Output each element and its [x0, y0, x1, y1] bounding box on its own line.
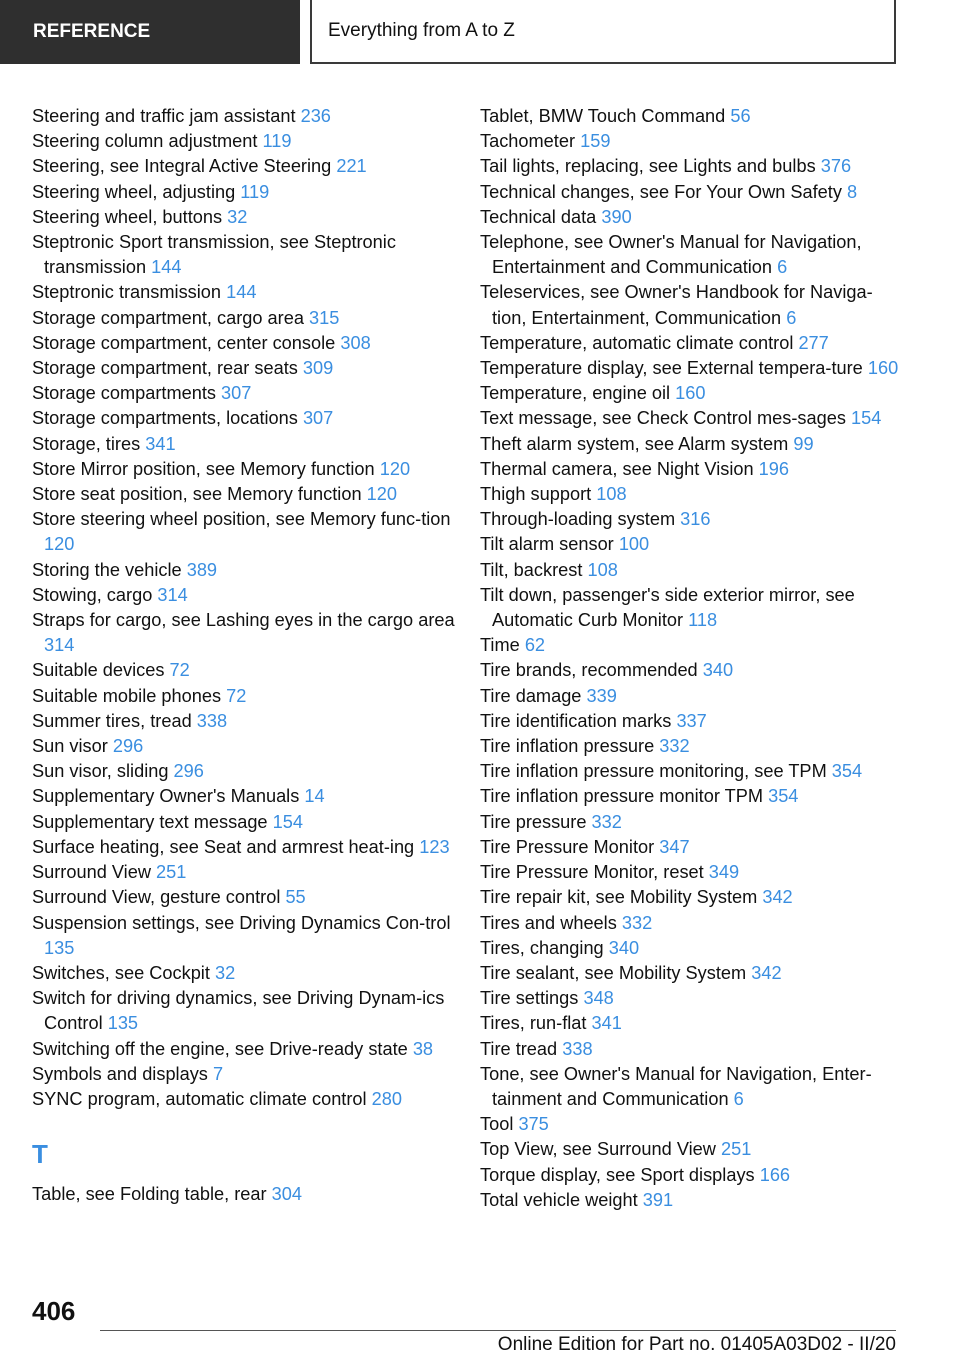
index-entry	[32, 608, 464, 658]
page-link[interactable]: 314	[157, 584, 188, 605]
entry-text: Store seat position, see Memory function	[32, 484, 362, 505]
index-entry	[480, 684, 900, 709]
entry-text: Tire inflation pressure	[480, 736, 655, 757]
index-entry	[32, 558, 464, 583]
entry-text: Tire pressure	[480, 811, 587, 832]
index-entry	[480, 860, 900, 885]
page-link[interactable]: 120	[379, 458, 411, 479]
entry-text: Supplementary text message	[32, 811, 268, 832]
entry-text: Store Mirror position, see Memory function	[32, 458, 375, 479]
entry-text: Text message, see Check Control mes‐sages	[480, 408, 846, 429]
index-entry	[32, 457, 464, 482]
page-link[interactable]: 349	[708, 862, 740, 883]
entry-text: Tire inflation pressure monitoring, see TPM	[480, 761, 827, 782]
index-entry	[480, 936, 900, 961]
entry-text: Sun visor, sliding	[32, 761, 169, 782]
page-link[interactable]: 32	[214, 962, 236, 983]
index-list-t	[32, 1182, 464, 1207]
page-link[interactable]: 154	[851, 408, 882, 429]
entry-text: Symbols and displays	[32, 1063, 208, 1084]
page-link[interactable]: 342	[751, 962, 782, 983]
page-link[interactable]: 339	[586, 685, 617, 706]
page-link[interactable]: 160	[867, 358, 899, 379]
page-link[interactable]: 348	[583, 988, 614, 1009]
index-entry	[480, 885, 900, 910]
index-entry	[32, 759, 464, 784]
entry-text: Total vehicle weight	[480, 1189, 638, 1210]
entry-text: Tone, see Owner's Manual for Navigation, Enter‐tainment and Communication	[480, 1063, 872, 1109]
page-link[interactable]: 251	[720, 1139, 752, 1160]
page-link[interactable]: 375	[518, 1114, 549, 1135]
index-entry	[480, 1062, 900, 1112]
page-link[interactable]: 354	[768, 786, 799, 807]
index-entry	[480, 1011, 900, 1036]
page-link[interactable]: 296	[173, 761, 204, 782]
entry-text: SYNC program, automatic climate control	[32, 1088, 367, 1109]
page-link[interactable]: 120	[366, 484, 397, 505]
index-column-right	[480, 104, 900, 1213]
entry-text: Tires, changing	[480, 937, 604, 958]
entry-text: Suitable mobile phones	[32, 685, 222, 706]
index-entry	[32, 734, 464, 759]
entry-text: Tilt alarm sensor	[480, 534, 614, 555]
page-link[interactable]: 304	[271, 1184, 302, 1205]
index-list-s	[32, 104, 464, 1112]
page-link[interactable]: 340	[702, 660, 734, 681]
entry-text: Tilt, backrest	[480, 559, 583, 580]
entry-text: Telephone, see Owner's Manual for Navigation, Entertainment and Communication	[480, 232, 862, 278]
page-link[interactable]: 100	[618, 534, 650, 555]
footer-edition: Online Edition for Part no. 01405A03D02 - II/20	[497, 1334, 896, 1355]
page-number: 406	[32, 1296, 76, 1326]
index-entry	[480, 129, 900, 154]
entry-text: Surround View, gesture control	[32, 887, 281, 908]
index-entry	[32, 154, 464, 179]
page-link[interactable]: 296	[112, 736, 144, 757]
page-link[interactable]: 154	[272, 811, 303, 832]
page-link[interactable]: 221	[336, 156, 367, 177]
index-entry	[480, 356, 900, 381]
index-entry	[32, 205, 464, 230]
page-link[interactable]: 354	[831, 761, 863, 782]
index-entry	[480, 154, 900, 179]
page-link[interactable]: 99	[793, 433, 814, 454]
index-entry	[480, 658, 900, 683]
page-link[interactable]: 6	[786, 307, 797, 328]
index-entry	[480, 986, 900, 1011]
index-entry	[480, 961, 900, 986]
index-entry	[480, 759, 900, 784]
page-link[interactable]: 166	[759, 1164, 791, 1185]
entry-text: Supplementary Owner's Manuals	[32, 786, 300, 807]
index-entry	[32, 885, 464, 910]
page-link[interactable]: 316	[680, 509, 711, 530]
index-entry	[32, 406, 464, 431]
entry-text: Steering wheel, buttons	[32, 206, 223, 227]
index-entry	[32, 810, 464, 835]
index-entry	[480, 709, 900, 734]
page-link[interactable]: 341	[591, 1013, 622, 1034]
index-entry	[480, 406, 900, 431]
index-entry	[480, 1137, 900, 1162]
entry-text: Stowing, cargo	[32, 584, 153, 605]
footer-divider	[100, 1330, 896, 1331]
index-entry	[480, 331, 900, 356]
page-link[interactable]: 236	[300, 106, 331, 126]
entry-text: Tire inflation pressure monitor TPM	[480, 786, 764, 807]
index-entry	[32, 961, 464, 986]
page-link[interactable]: 390	[601, 206, 632, 227]
page-link[interactable]: 135	[107, 1013, 139, 1034]
index-entry	[480, 1163, 900, 1188]
entry-text: Switches, see Cockpit	[32, 962, 210, 983]
page-link[interactable]: 8	[847, 181, 858, 202]
index-entry	[480, 482, 900, 507]
index-entry	[32, 180, 464, 205]
index-entry	[480, 457, 900, 482]
index-entry	[32, 986, 464, 1036]
entry-text: Steptronic Sport transmission, see Steptronic transmission	[32, 232, 396, 278]
page-link[interactable]: 342	[762, 887, 793, 908]
page-link[interactable]: 308	[340, 332, 371, 353]
page-link[interactable]: 307	[221, 383, 252, 404]
entry-text: Tire identification marks	[480, 710, 672, 731]
entry-text: Theft alarm system, see Alarm system	[480, 433, 789, 454]
entry-text: Steering wheel, adjusting	[32, 181, 236, 202]
entry-text: Sun visor	[32, 736, 108, 757]
index-entry	[480, 1112, 900, 1137]
page-link[interactable]: 160	[675, 383, 706, 404]
entry-text: Time	[480, 635, 520, 656]
entry-text: Thermal camera, see Night Vision	[480, 458, 754, 479]
page-link[interactable]: 6	[777, 257, 788, 278]
section-tab: REFERENCE	[0, 0, 300, 64]
entry-text: Through-loading system	[480, 509, 676, 530]
page-link[interactable]: 38	[412, 1038, 434, 1059]
entry-text: Torque display, see Sport displays	[480, 1164, 755, 1185]
index-entry	[480, 532, 900, 557]
entry-text: Storage compartments	[32, 383, 216, 404]
header-title: Everything from A to Z	[310, 0, 896, 64]
entry-text: Tool	[480, 1114, 514, 1135]
entry-text: Tire repair kit, see Mobility System	[480, 887, 758, 908]
page-link[interactable]: 338	[562, 1038, 593, 1059]
index-entry	[480, 507, 900, 532]
index-entry	[480, 734, 900, 759]
entry-text: Tire Pressure Monitor	[480, 836, 655, 857]
entry-text: Tire tread	[480, 1038, 558, 1059]
page-link[interactable]: 144	[151, 257, 182, 278]
index-entry	[32, 129, 464, 154]
entry-text: Teleservices, see Owner's Handbook for Naviga‐tion, Entertainment, Communication	[480, 282, 873, 328]
entry-text: Surround View	[32, 862, 151, 883]
entry-text: Thigh support	[480, 484, 592, 505]
page-link[interactable]: 277	[798, 332, 829, 353]
entry-text: Tail lights, replacing, see Lights and bulbs	[480, 156, 816, 177]
index-entry	[32, 381, 464, 406]
entry-text: Tires and wheels	[480, 912, 617, 933]
page-link[interactable]: 14	[304, 786, 325, 807]
index-entry	[480, 180, 900, 205]
index-entry	[480, 784, 900, 809]
index-entry	[480, 1188, 900, 1213]
index-entry	[480, 911, 900, 936]
page-link[interactable]: 280	[371, 1088, 402, 1109]
index-entry	[480, 230, 900, 280]
index-entry	[32, 684, 464, 709]
page-link[interactable]: 341	[145, 433, 176, 454]
index-entry	[32, 356, 464, 381]
index-entry	[32, 331, 464, 356]
index-entry	[480, 381, 900, 406]
index-column-left	[32, 104, 464, 1207]
page-link[interactable]: 332	[659, 736, 690, 757]
index-entry	[32, 583, 464, 608]
page-link[interactable]: 62	[524, 635, 546, 656]
entry-text: Summer tires, tread	[32, 710, 192, 731]
index-entry	[32, 280, 464, 305]
index-entry	[32, 1087, 464, 1112]
page-link[interactable]: 159	[580, 131, 611, 152]
page-link[interactable]: 120	[44, 534, 75, 555]
page-link[interactable]: 119	[262, 131, 292, 152]
index-entry	[480, 432, 900, 457]
entry-text: Suspension settings, see Driving Dynamics Con‐trol	[32, 912, 451, 933]
entry-text: Steering column adjustment	[32, 131, 258, 152]
page-link[interactable]: 391	[642, 1189, 674, 1210]
index-entry	[480, 280, 900, 330]
page-link[interactable]: 135	[44, 937, 75, 958]
entry-text: Steering and traffic jam assistant	[32, 106, 296, 126]
entry-text: Storage compartment, cargo area	[32, 307, 304, 328]
index-entry	[32, 709, 464, 734]
entry-text: Tilt down, passenger's side exterior mirror, see Automatic Curb Monitor	[480, 584, 855, 631]
entry-text: Tablet, BMW Touch Command	[480, 106, 726, 126]
index-entry	[32, 104, 464, 129]
entry-text: Surface heating, see Seat and armrest heat‐ing	[32, 836, 415, 857]
index-entry	[480, 810, 900, 835]
entry-text: Technical changes, see For Your Own Safety	[480, 181, 842, 202]
page-link[interactable]: 32	[227, 206, 248, 227]
page-link[interactable]: 332	[621, 912, 653, 933]
index-entry	[32, 658, 464, 683]
page-link[interactable]: 119	[240, 181, 270, 202]
index-entry	[32, 860, 464, 885]
entry-text: Table, see Folding table, rear	[32, 1184, 267, 1205]
entry-text: Suitable devices	[32, 660, 165, 681]
page-link[interactable]: 55	[285, 887, 306, 908]
index-entry	[32, 482, 464, 507]
page-link[interactable]: 108	[596, 484, 627, 505]
page-link[interactable]: 56	[730, 106, 751, 126]
page-link[interactable]: 72	[169, 660, 190, 681]
page-link[interactable]: 309	[302, 358, 334, 379]
page-link[interactable]: 123	[419, 836, 450, 857]
index-entry	[480, 104, 900, 129]
index-entry	[32, 911, 464, 961]
page-link[interactable]: 332	[591, 811, 622, 832]
page-link[interactable]: 315	[309, 307, 340, 328]
entry-text: Tires, run-flat	[480, 1013, 587, 1034]
entry-text: Storage compartments, locations	[32, 408, 298, 429]
entry-text: Tire sealant, see Mobility System	[480, 962, 747, 983]
entry-text: Steptronic transmission	[32, 282, 222, 303]
entry-text: Tire damage	[480, 685, 582, 706]
page-link[interactable]: 108	[587, 559, 618, 580]
entry-text: Steering, see Integral Active Steering	[32, 156, 332, 177]
page-link[interactable]: 337	[676, 710, 707, 731]
index-entry	[32, 784, 464, 809]
entry-text: Switch for driving dynamics, see Driving Dynam‐ics Control	[32, 988, 445, 1034]
page-link[interactable]: 7	[212, 1063, 224, 1084]
entry-text: Tire settings	[480, 988, 579, 1009]
entry-text: Storage, tires	[32, 433, 141, 454]
page-link[interactable]: 6	[733, 1088, 744, 1109]
entry-text: Temperature display, see External tempera‐ture	[480, 358, 863, 379]
index-entry	[32, 1037, 464, 1062]
index-entry	[480, 205, 900, 230]
entry-text: Temperature, engine oil	[480, 383, 671, 404]
index-entry	[32, 835, 464, 860]
page-link[interactable]: 72	[226, 685, 247, 706]
entry-text: Top View, see Surround View	[480, 1139, 716, 1160]
index-entry	[32, 432, 464, 457]
entry-text: Store steering wheel position, see Memory func‐tion	[32, 509, 451, 530]
page-link[interactable]: 340	[608, 937, 640, 958]
entry-text: Tachometer	[480, 131, 576, 152]
index-entry	[32, 507, 464, 557]
page-header	[0, 0, 960, 66]
entry-text: Storage compartment, center console	[32, 332, 336, 353]
index-entry	[32, 1062, 464, 1087]
page-link[interactable]: 196	[758, 458, 790, 479]
page-link[interactable]: 347	[659, 836, 690, 857]
entry-text: Storing the vehicle	[32, 559, 182, 580]
index-entry	[480, 1037, 900, 1062]
page-link[interactable]: 338	[196, 710, 228, 731]
entry-text: Storage compartment, rear seats	[32, 358, 298, 379]
entry-text: Switching off the engine, see Drive-ready state	[32, 1038, 408, 1059]
page-link[interactable]: 144	[226, 282, 257, 303]
index-entry	[32, 230, 464, 280]
index-list-t-continued	[480, 104, 900, 1213]
index-entry	[480, 633, 900, 658]
section-letter: T	[32, 1139, 48, 1170]
entry-text: Technical data	[480, 206, 597, 227]
entry-text: Tire brands, recommended	[480, 660, 698, 681]
index-entry	[480, 583, 900, 633]
entry-text: Straps for cargo, see Lashing eyes in the cargo area	[32, 610, 455, 631]
page-link[interactable]: 307	[302, 408, 334, 429]
index-entry	[32, 1182, 464, 1207]
entry-text: Tire Pressure Monitor, reset	[480, 862, 704, 883]
page-link[interactable]: 251	[156, 862, 187, 883]
index-entry	[32, 306, 464, 331]
index-entry	[480, 835, 900, 860]
page-link[interactable]: 376	[820, 156, 852, 177]
page-link[interactable]: 314	[44, 635, 75, 656]
entry-text: Temperature, automatic climate control	[480, 332, 794, 353]
page-link[interactable]: 389	[186, 559, 218, 580]
index-entry	[480, 558, 900, 583]
page-link[interactable]: 118	[688, 610, 718, 631]
